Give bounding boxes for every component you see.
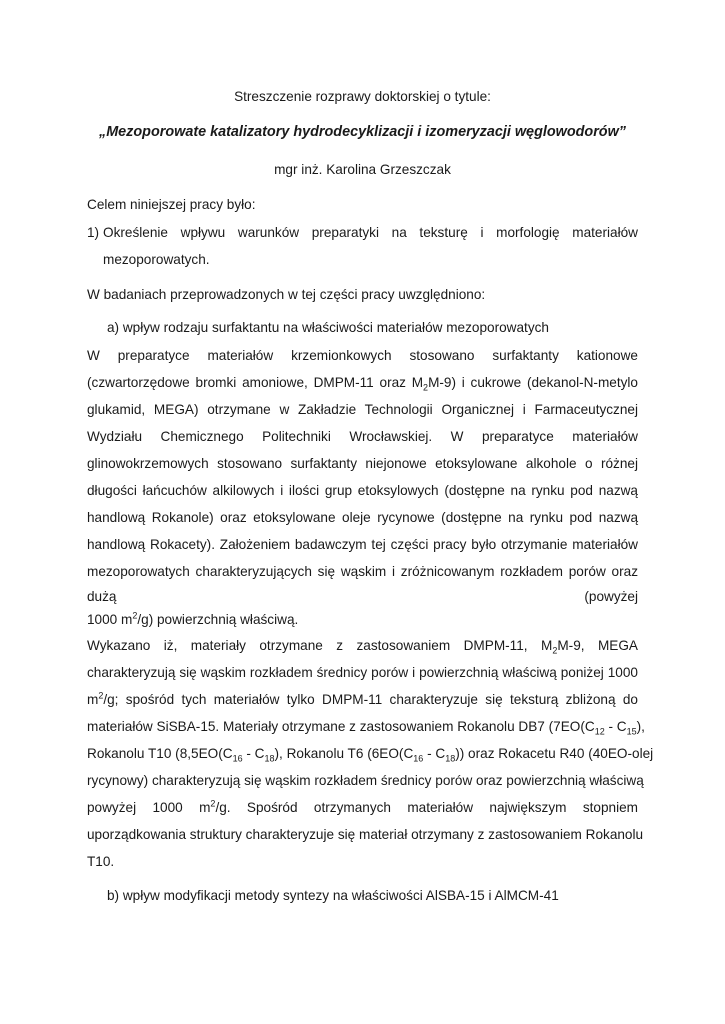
para2-line2: charakteryzują się wąskim rozkładem średnicy porów i powierzchnią właściwą poniżej 1000 [87, 665, 638, 680]
list-item-1-line2: mezoporowatych. [103, 252, 210, 267]
aim-line: Celem niniejszej pracy było: [87, 197, 256, 212]
para1-line9: mezoporowatych charakteryzujących się wąskim i zróżnicowanym rozkładem porów oraz [87, 564, 638, 579]
section-b-heading: b) wpływ modyfikacji metody syntezy na właściwości AlSBA-15 i AlMCM-41 [107, 888, 559, 903]
para2-line8: uporządkowania struktury charakteryzuje się materiał otrzymany z zastosowaniem Rokanolu [87, 827, 644, 842]
scope-line: W badaniach przeprowadzonych w tej części pracy uwzględniono: [87, 287, 486, 302]
para1-line3: glukamid, MEGA) otrzymane w Zakładzie Technologii Organicznej i Farmaceutycznej [87, 402, 638, 417]
para2-line6: rycynowy) charakteryzują się wąskim rozkładem średnicy porów oraz powierzchnią właściwą [87, 773, 644, 788]
list-number-1: 1) [87, 225, 100, 240]
doc-title: „Mezoporowate katalizatory hydrodecyklizacji i izomeryzacji węglowodorów” [99, 124, 626, 140]
para2-line4: materiałów SiSBA-15. Materiały otrzymane z zastosowaniem Rokanolu DB7 ($7EO(C_{12} - C_{15})$, [87, 719, 645, 737]
para1-line10-right: (powyżej [584, 589, 638, 604]
para1-line2: (czwartorzędowe bromki amoniowe, DMPM-11 oraz $M_2M-9$) i cukrowe (dekanol-N-metylo [87, 375, 638, 393]
para2-line1: Wykazano iż, materiały otrzymane z zastosowaniem DMPM-11, $M_2M-9$, MEGA [87, 638, 638, 656]
para1-line1: W preparatyce materiałów krzemionkowych stosowano surfaktanty kationowe [87, 348, 638, 363]
para1-line10-left: dużą [87, 589, 117, 604]
section-a-heading: a) wpływ rodzaju surfaktantu na właściwości materiałów mezoporowatych [107, 320, 549, 335]
para1-line4: Wydziału Chemicznego Politechniki Wrocławskiej. W preparatyce materiałów [87, 429, 638, 444]
doc-author: mgr inż. Karolina Grzeszczak [274, 162, 451, 177]
para1-line5: glinowokrzemowych stosowano surfaktanty niejonowe etoksylowane alkohole o różnej [87, 456, 638, 471]
para2-line3: $m^2/g$; spośród tych materiałów tylko DMPM-11 charakteryzuje się teksturą zbliżoną do [87, 690, 638, 707]
list-item-1-line1: Określenie wpływu warunków preparatyki na teksturę i morfologię materiałów [103, 225, 638, 240]
para1-line11: 1000 $m^2/g$) powierzchnią właściwą. [87, 610, 299, 627]
para1-line6: długości łańcuchów alkilowych i ilości grup etoksylowych (dostępne na rynku pod nazwą [87, 483, 638, 498]
doc-subtitle: Streszczenie rozprawy doktorskiej o tytule: [234, 89, 491, 104]
para1-line7: handlową Rokanole) oraz etoksylowane oleje rycynowe (dostępne na rynku pod nazwą [87, 510, 638, 525]
para1-line8: handlową Rokacety). Założeniem badawczym tej części pracy było otrzymanie materiałów [87, 537, 638, 552]
para2-line5: Rokanolu T10 ($8,5EO(C_{16} - C_{18})$, Rokanolu T6 $(6EO(C_{16} - C_{18}))$ oraz Rokacetu R40 (40EO-olej [87, 746, 654, 764]
para2-line9: T10. [87, 854, 115, 869]
para2-line7: powyżej 1000 $m^2/g$. Spośród otrzymanych materiałów największym stopniem [87, 798, 639, 815]
